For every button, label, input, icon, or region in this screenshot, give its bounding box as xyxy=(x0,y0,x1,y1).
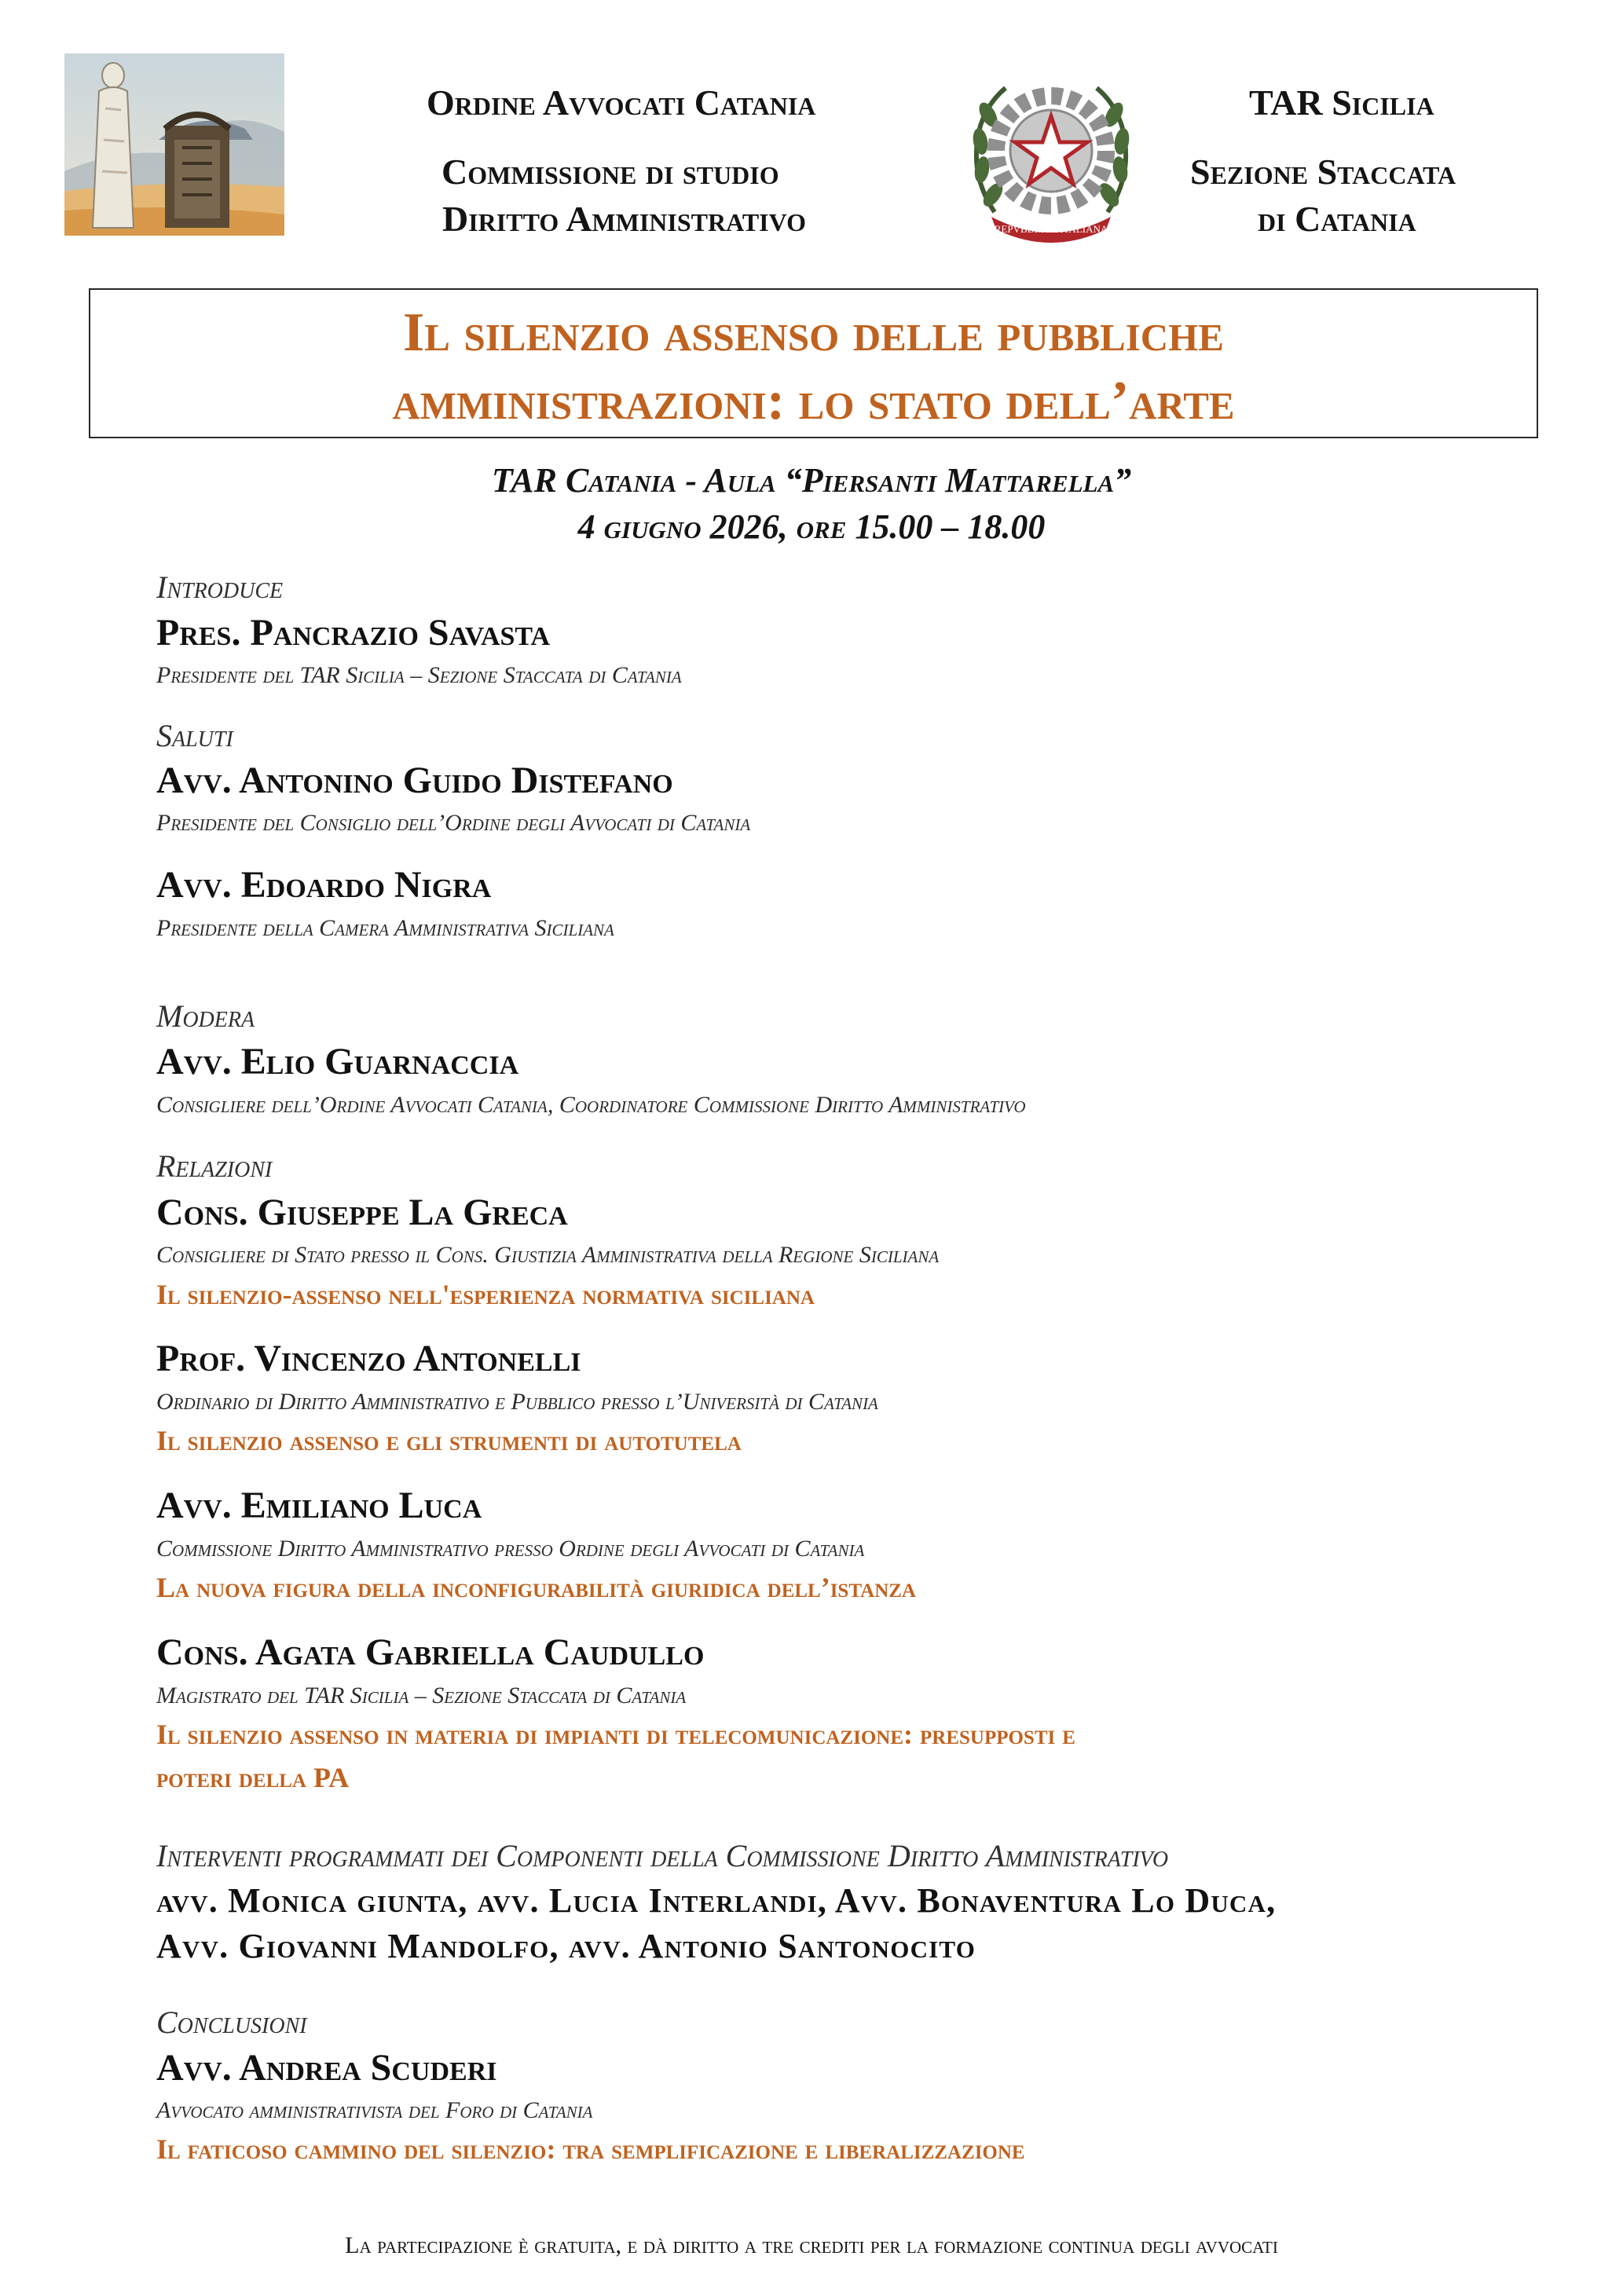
moderator-name: Avv. Elio Guarnaccia xyxy=(156,1041,519,1082)
header-commission-line2: Diritto Amministrativo xyxy=(442,199,806,239)
header-court-name: TAR Sicilia xyxy=(1249,82,1434,123)
introduce-speaker-role: Presidente del TAR Sicilia – Sezione Staccata di Catania xyxy=(156,662,682,688)
header-commission-line1: Commissione di studio xyxy=(441,152,779,192)
speaker1-talk-title: Il silenzio-assenso nell'esperienza normativa siciliana xyxy=(156,1279,815,1310)
speaker1-name: Cons. Giuseppe La Greca xyxy=(156,1192,568,1233)
speaker4-name: Cons. Agata Gabriella Caudullo xyxy=(156,1631,705,1673)
relazioni-label: Relazioni xyxy=(156,1148,273,1184)
speaker2-name: Prof. Vincenzo Antonelli xyxy=(156,1338,581,1379)
introduce-speaker-name: Pres. Pancrazio Savasta xyxy=(156,612,551,654)
introduce-label: Introduce xyxy=(156,569,284,605)
saluti-speaker2-role: Presidente della Camera Amministrativa Siciliana xyxy=(156,915,614,941)
event-title-line1: Il silenzio assenso delle pubbliche xyxy=(403,302,1224,363)
saluti-label: Saluti xyxy=(156,718,233,753)
event-venue: TAR Catania - Aula “Piersanti Mattarella” xyxy=(491,461,1132,500)
speaker2-role: Ordinario di Diritto Amministrativo e Pubblico presso l’Università di Catania xyxy=(156,1389,878,1415)
event-title-line2: amministrazioni: lo stato dell’arte xyxy=(392,371,1235,431)
interventi-names-line1: avv. Monica giunta, avv. Lucia Interlandi, Avv. Bonaventura Lo Duca, xyxy=(156,1881,1277,1920)
header-org-name: Ordine Avvocati Catania xyxy=(427,82,816,123)
ordine-avvocati-logo xyxy=(64,53,284,236)
conclusioni-speaker-name: Avv. Andrea Scuderi xyxy=(156,2047,497,2089)
speaker3-talk-title: La nuova figura della inconfigurabilità giuridica dell’istanza xyxy=(156,1572,916,1603)
conclusioni-talk-title: Il faticoso cammino del silenzio: tra semplificazione e liberalizzazione xyxy=(156,2133,1025,2165)
speaker4-talk-title-line2: poteri della PA xyxy=(156,1762,350,1793)
footer-credits-note: La partecipazione è gratuita, e dà diritto a tre crediti per la formazione continua degli avvocati xyxy=(345,2232,1278,2258)
interventi-label: Interventi programmati dei Componenti della Commissione Diritto Amministrativo xyxy=(156,1838,1169,1873)
speaker4-role: Magistrato del TAR Sicilia – Sezione Staccata di Catania xyxy=(156,1683,687,1708)
saluti-speaker2-name: Avv. Edoardo Nigra xyxy=(156,864,492,906)
moderator-role: Consigliere dell’Ordine Avvocati Catania, Coordinatore Commissione Diritto Amministrativo xyxy=(156,1092,1026,1118)
saluti-speaker1-name: Avv. Antonino Guido Distefano xyxy=(156,760,673,801)
speaker3-role: Commissione Diritto Amministrativo presso Ordine degli Avvocati di Catania xyxy=(156,1536,865,1562)
interventi-names-line2: Avv. Giovanni Mandolfo, avv. Antonio Santonocito xyxy=(156,1927,976,1965)
emblem-banner-text: REPVBBLICA ITALIANA xyxy=(994,223,1108,235)
event-title-box xyxy=(89,288,1538,438)
modera-label: Modera xyxy=(156,998,255,1034)
speaker2-talk-title: Il silenzio assenso e gli strumenti di autotutela xyxy=(156,1425,742,1456)
header-court-section-line1: Sezione Staccata xyxy=(1190,152,1456,192)
saluti-speaker1-role: Presidente del Consiglio dell’Ordine degli Avvocati di Catania xyxy=(156,810,751,836)
event-datetime: 4 giugno 2026, ore 15.00 – 18.00 xyxy=(577,507,1046,546)
conclusioni-label: Conclusioni xyxy=(156,2005,307,2040)
speaker3-name: Avv. Emiliano Luca xyxy=(156,1485,482,1526)
conclusioni-speaker-role: Avvocato amministrativista del Foro di Catania xyxy=(156,2097,593,2123)
speaker4-talk-title-line1: Il silenzio assenso in materia di impianti di telecomunicazione: presupposti e xyxy=(156,1719,1075,1750)
header-court-section-line2: di Catania xyxy=(1258,199,1416,239)
speaker1-role: Consigliere di Stato presso il Cons. Giustizia Amministrativa della Regione Siciliana xyxy=(156,1242,940,1268)
repubblica-italiana-emblem xyxy=(957,63,1145,251)
